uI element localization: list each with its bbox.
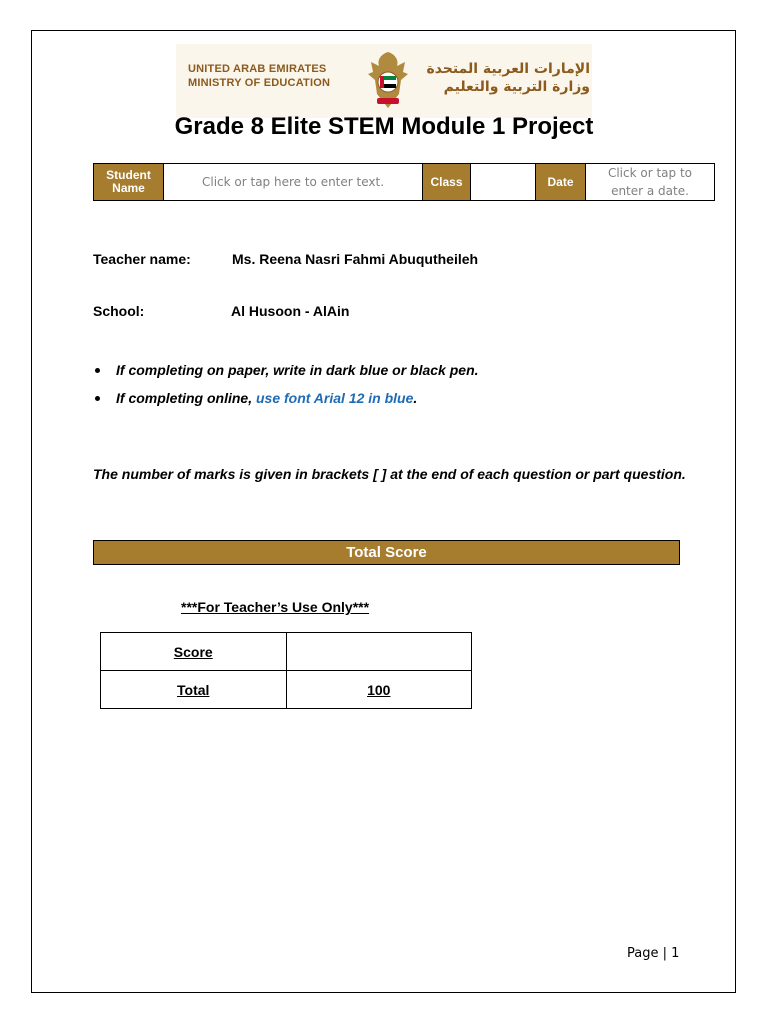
instruction-paper	[93, 362, 479, 390]
total-row	[101, 671, 472, 709]
logo-ar-line2: وزارة التربية والتعليم	[443, 79, 590, 95]
class-field[interactable]	[471, 164, 536, 201]
score-table	[100, 632, 472, 709]
uae-emblem-icon	[367, 50, 409, 112]
instruction-online-highlight: use font Arial 12 in blue	[256, 390, 414, 406]
school-label: School:	[93, 303, 145, 319]
teacher-name-value: Ms. Reena Nasri Fahmi Abuqutheileh	[232, 251, 479, 267]
page-number: Page | 1	[627, 946, 680, 961]
instruction-online-prefix: If completing online,	[116, 390, 256, 406]
logo-en-line2: MINISTRY OF EDUCATION	[188, 77, 331, 89]
school-value: Al Husoon - AlAin	[231, 303, 350, 319]
logo-ar-line1: الإمارات العربية المتحدة	[426, 61, 590, 77]
ministry-logo-banner	[176, 44, 592, 118]
marks-note: The number of marks is given in brackets [ ] at the end of each question or part question.	[93, 466, 686, 482]
page-title: Grade 8 Elite STEM Module 1 Project	[174, 113, 594, 140]
logo-english-text	[188, 62, 330, 90]
score-value-field[interactable]	[286, 633, 472, 671]
instruction-online-suffix: .	[413, 390, 418, 406]
class-label: Class	[423, 164, 471, 201]
instruction-online	[93, 390, 479, 418]
logo-arabic-text	[426, 60, 590, 96]
student-name-label-line1: Student	[106, 168, 151, 182]
score-label: Score	[101, 633, 287, 671]
date-placeholder-line2: enter a date.	[611, 184, 689, 198]
student-name-label	[94, 164, 164, 201]
score-row	[101, 633, 472, 671]
date-placeholder-line1: Click or tap to	[607, 166, 693, 180]
instruction-paper-text: If completing on paper, write in dark blue or black pen.	[116, 362, 479, 378]
logo-en-line1: UNITED ARAB EMIRATES	[188, 63, 327, 75]
total-value: 100	[286, 671, 472, 709]
student-name-label-line2: Name	[112, 181, 145, 195]
date-label: Date	[536, 164, 586, 201]
total-label: Total	[101, 671, 287, 709]
bullet-icon	[95, 396, 100, 401]
teacher-name-label: Teacher name:	[93, 251, 191, 267]
student-name-field[interactable]: Click or tap here to enter text.	[164, 164, 423, 201]
student-info-table	[93, 163, 715, 201]
bullet-icon	[95, 368, 100, 373]
total-score-heading: Total Score	[93, 540, 680, 565]
date-field[interactable]	[586, 164, 715, 201]
instructions-list	[93, 362, 479, 418]
teacher-use-label: ***For Teacher’s Use Only***	[181, 599, 370, 615]
